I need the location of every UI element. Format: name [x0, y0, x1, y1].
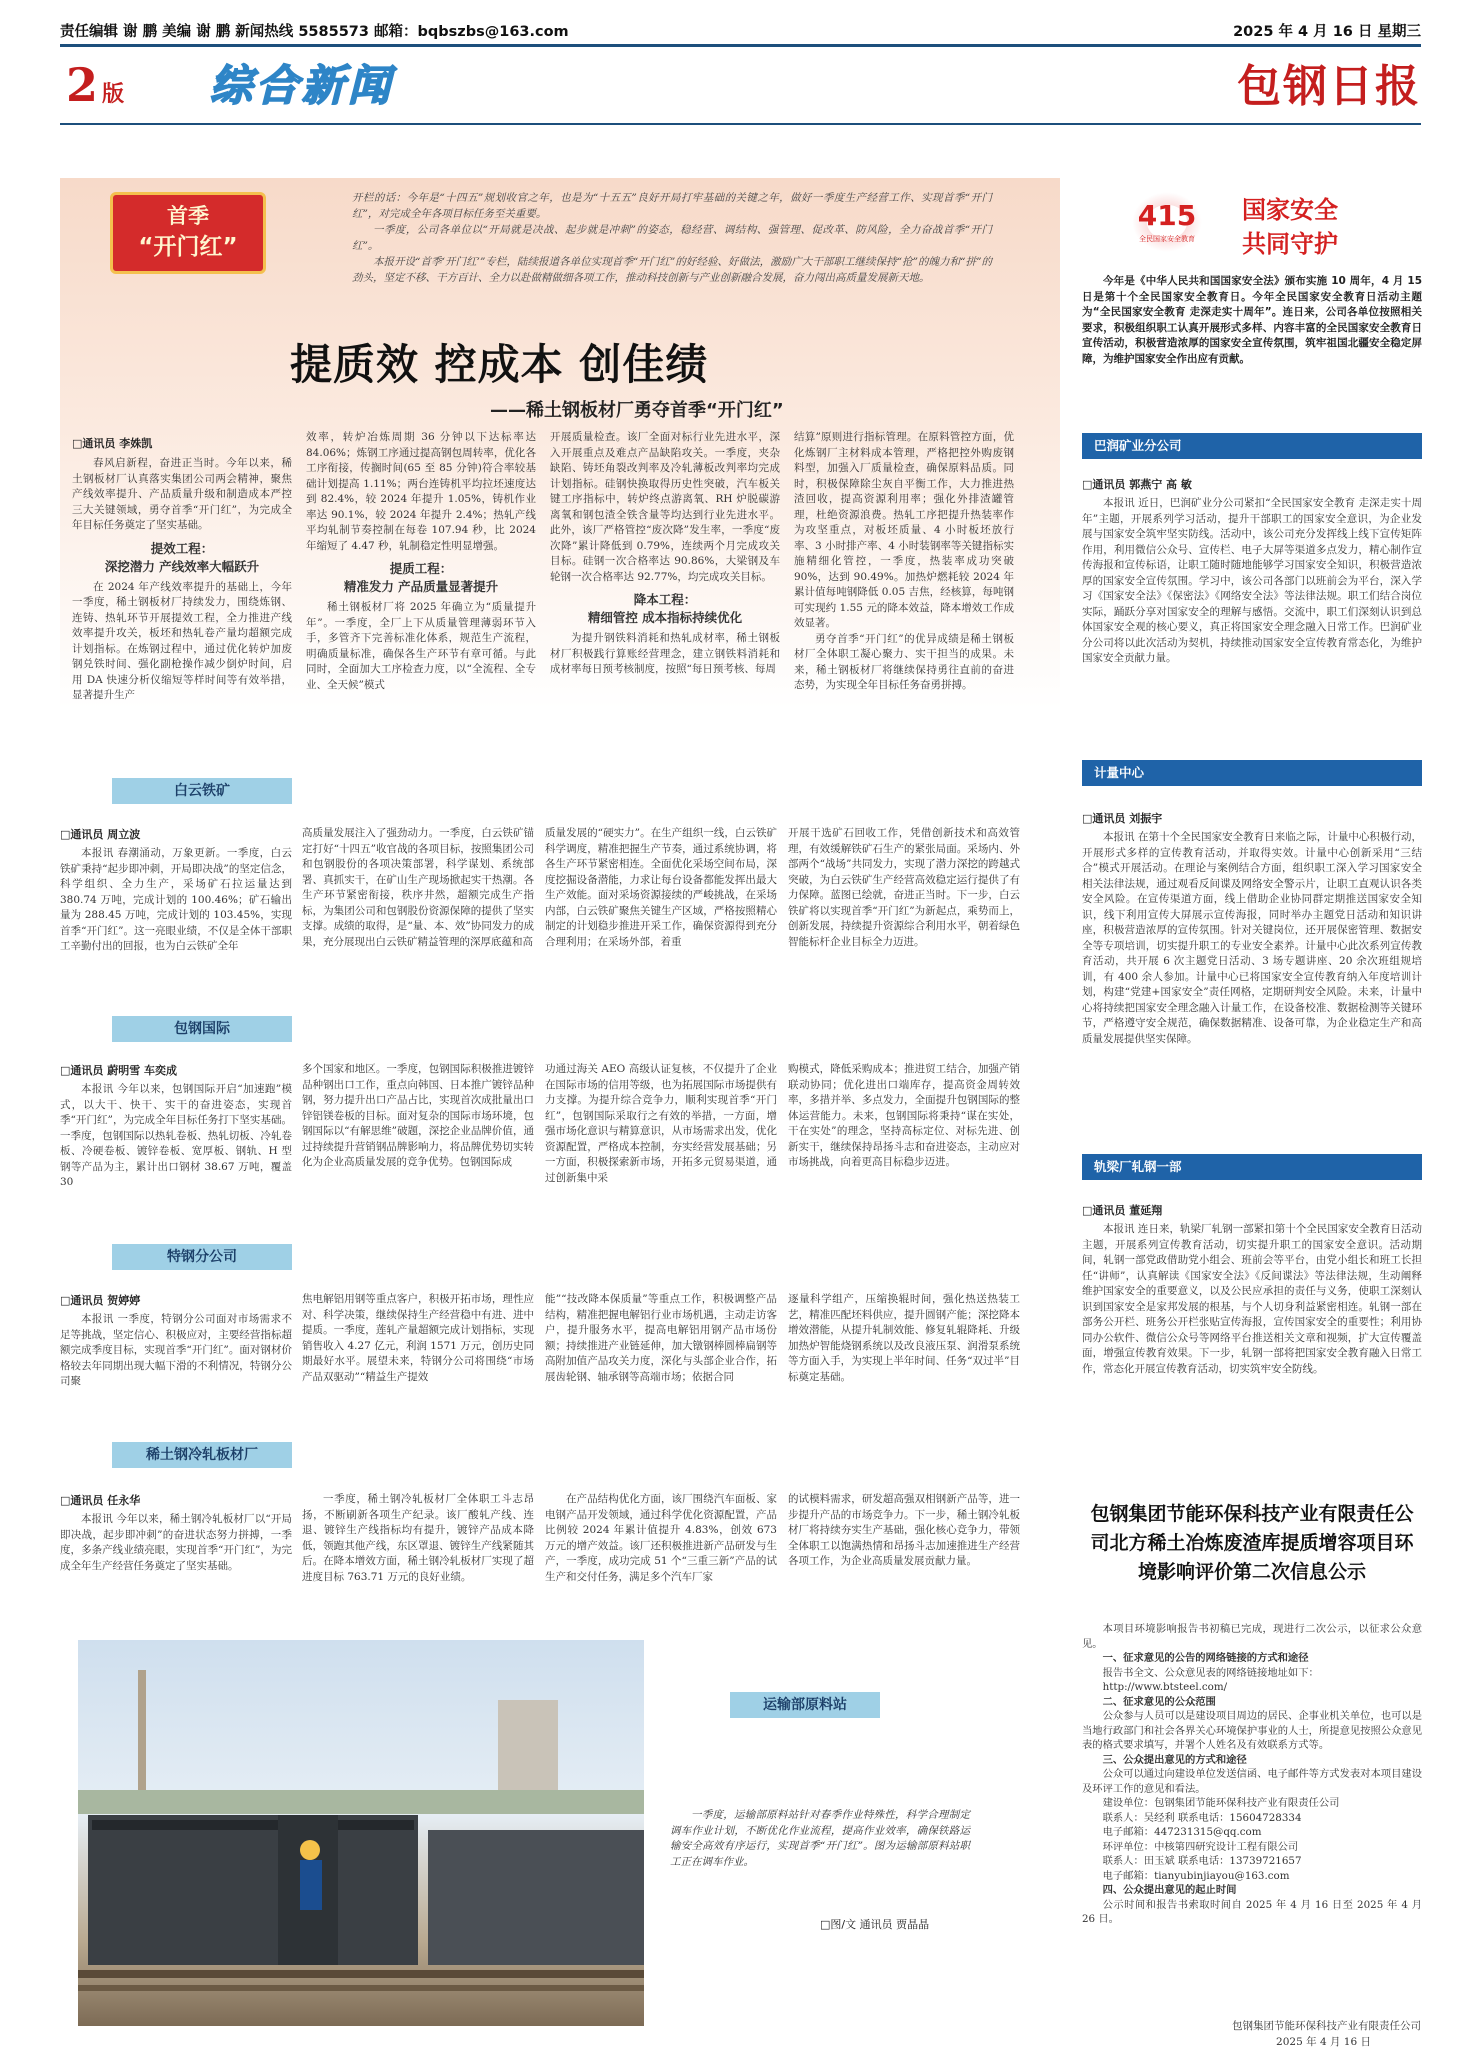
- intro-p3: 本报开设“首季‘开门红’”专栏，陆续报道各单位实现首季“开门红”的好经验、好做法，激励广大干部职工继续保持“抢”的魄力和“拼”的劲头，坚定不移、干方百计、全力以赴做精做细各项工作，推动科技创新与产业创新融合发展，奋力闯出高质量发展新天地。: [352, 256, 992, 284]
- banner-line-1: 国家安全: [1242, 196, 1338, 224]
- sec2-col-4: 购模式，降低采购成本；推进贸工结合，加强产销联动协同；优化进出口端库存，提高资金周转效率，多措并举、多点发力，全面提升包钢国际的整体运营能力。未来，包钢国际将秉持“谋在实处，干在实处”的理念，坚持高标定位、对标先进、创新实干，继续保持昂扬斗志和奋进姿态，主动应对市场挑战，向着更高目标稳步迈进。: [788, 1063, 1020, 1168]
- section-tag-special-steel: [112, 1244, 292, 1270]
- lead-c2-p1: 效率，转炉冶炼周期 36 分钟以下达标率达 84.06%；炼钢工序通过提高钢包周转率，优化各工序衔接，传搁时间(65 至 85 分钟)符合率较基础计划提高 1.11%；两台连铸机平均拉坯速度达到 82.4%，较 2024 年提升 1.05%，铸机作业率达 90.1%，较 2024 年提升 2.4%；热轧产线平均轧制节奏控制在每卷 107.94 秒，比 2024 年缩短了 4.47 秒，轧制稳定性明显增强。: [306, 431, 536, 552]
- lead-col-2: [306, 430, 536, 756]
- lead-c1-p2: 在 2024 年产线效率提升的基础上，今年一季度，稀土钢板材厂持续发力，围绕炼钢、连铸、热轧环节开展提效工程，全力推进产线效率提升攻关，板坯和热轧卷产量均超额完成计划指标。在炼钢过程中，通过优化转炉加废钢兑铁时间、强化副枪操作减少倒炉时间，启用 DA 快速分析仪缩短等样时间等有效举措，显著提升生产: [72, 580, 292, 701]
- chimney: [138, 1670, 146, 1790]
- lead-c3-p2: 为提升钢铁料消耗和热轧成材率，稀土钢板材厂积极践行算账经营理念，建立钢铁料消耗和成材率每日预考核制度，按照“每日预考核、每周: [550, 632, 780, 675]
- header-info: 责任编辑 谢 鹏 美编 谢 鹏 新闻热线 5585573 邮箱：bqbszbs@163.com: [60, 24, 569, 40]
- sec4-col-1: 本报讯 今年以来，稀土钢冷轧板材厂以“开局即决战，起步即冲刺”的奋进状态努力拼搏，一季度，多条产线业绩亮眼，实现首季“开门红”，为完成全年生产经营任务奠定了坚实基础。: [60, 1513, 292, 1572]
- photo-tag: [730, 1692, 880, 1718]
- notice-contact: 环评单位：中核第四研究设计工程有限公司: [1102, 1840, 1299, 1853]
- lead-sub2: 提质工程：: [389, 561, 453, 576]
- intro-text: [352, 190, 992, 286]
- photo-caption: 一季度，运输部原料站针对春季作业特殊性，科学合理制定调车作业计划，不断优化作业流程，提高作业效率，确保铁路运输安全高效有序运行，实现首季“开门红”。图为运输部原料站职工正在调车作业。: [670, 1809, 970, 1868]
- sec2-col-2: 多个国家和地区。一季度，包钢国际积极推进镀锌品种钢出口工作，重点向韩国、日本推广镀锌品种钢，努力提升出口产品占比，实现首次成批量出口锌铝镁卷板的目标。面对复杂的国际市场环境，包钢国际以“有解思维”破题，深挖企业品牌价值，通过持续提升营销钢品牌影响力，将品牌优势切实转化为企业高质量发展的竞争优势。包钢国际成: [302, 1063, 534, 1168]
- sec1-col-2: 高质量发展注入了强劲动力。一季度，白云铁矿锚定打好“十四五”收官战的各项目标，按照集团公司和包钢股份的各项决策部署，科学谋划、系统部署、真抓实干，在矿山生产现场掀起实干热潮。各生产环节紧密衔接，秩序井然，超额完成生产指标，为集团公司和包钢股份资源保障的提供了坚实支撑。成绩的取得，是“量、本、效”协同发力的成果，充分展现出白云铁矿精益管理的深厚底蕴和高: [302, 827, 534, 948]
- tree-line: [78, 1790, 644, 1814]
- security-banner: [1082, 178, 1422, 266]
- section-byline: □通讯员 蔚明雪 车奕成: [60, 1064, 178, 1077]
- lead-c4-p1: 结算”原则进行指标管理。在原料管控方面，优化炼钢厂主材料成本管理，严格把控外购废钢料型，加强入厂质量检查，确保原料品质。同时，积极保障除尘灰自平衡工作，大力推进热渣回收，提高资源利用率；强化外排渣罐管理，杜绝资源浪费。热轧工序把提升热装率作为攻坚重点，对板坯质量、4 小时板坯放行率、3 小时排产率、4 小时装钢率等关键指标实施精细化管控，一季度，热装率成功突破 90%，达到 90.49%。加热炉燃耗较 2024 年累计值每吨钢降低 0.05 吉焦，经核算，每吨钢可实现约 1.55 元的降本效益，降本增效工作成效显著。: [794, 431, 1014, 629]
- unit-byline: □通讯员 刘振宇: [1082, 812, 1163, 825]
- lead-sub1b: 深挖潜力 产线效率大幅跃升: [104, 558, 260, 574]
- notice-h4: 四、公众提出意见的起止时间: [1102, 1884, 1237, 1896]
- lead-col-4: [794, 430, 1014, 756]
- notice-p3: 公众可以通过向建设单位发送信函、电子邮件等方式发表对本项目建设及环评工作的意见和看法。: [1082, 1768, 1422, 1795]
- factory-building: [498, 1700, 558, 1790]
- sec4-col-4: 的试模料需求，研发超高强双相钢新产品等，进一步提升产品的市场竞争力。下一步，稀土钢冷轧板材厂将持续夯实生产基础，强化核心竞争力，带领全体职工以饱满热情和昂扬斗志加速推进生产经营各项工作，为企业高质量发展贡献力量。: [788, 1493, 1020, 1567]
- sec2-col-1: 本报讯 今年以来，包钢国际开启“加速跑”模式，以大干、快干、实干的奋进姿态，实现首季“开门红”，为完成全年目标任务打下坚实基础。一季度，包钢国际以热轧卷板、热轧切板、冷轧卷板、冷硬卷板、镀锌卷板、宽厚板、钢轨、H 型钢等产品为主，累计出口钢材 38.67 万吨，覆盖 30: [60, 1083, 292, 1188]
- lead-byline: □通讯员 李姝凯: [72, 437, 153, 450]
- notice-p4: 公示时间和报告书索取时间自 2025 年 4 月 16 日至 2025 年 4 月 26 日。: [1082, 1898, 1422, 1925]
- unit-tag-metering: 计量中心: [1082, 760, 1422, 786]
- lead-sub2b: 精准发力 产品质量显著提升: [343, 579, 499, 594]
- lead-c2-p2: 稀土钢板材厂将 2025 年确立为“质量提升年”。一季度，全厂上下从质量管理薄弱环节入手，多管齐下完善标准化体系，规范生产流程，明确质量标准，确保各生产环节有章可循。与此同时，全面加大工序检查力度，以“全流程、全专业、全天候”模式: [306, 601, 536, 691]
- rail-photo: [78, 1640, 644, 2026]
- sec1-col-1: 本报讯 春潮涌动，万象更新。一季度，白云铁矿秉持“起步即冲刺，开局即决战”的坚定信念，科学组织、全力生产，采场矿石拉运量达到 380.74 万吨，完成计划的 100.46%；矿石输出量为 288.45 万吨，完成计划的 103.45%，实现首季“开门红”。这一亮眼业绩，不仅是全体干部职工辛勤付出的回报，也为白云铁矿全年: [60, 847, 292, 952]
- badge-bottom: “开门红”: [138, 234, 238, 260]
- masthead-logo: 包钢日报: [1237, 61, 1421, 112]
- unit-text-rail-beam: 本报讯 连日来，轨梁厂轧钢一部紧扣第十个全民国家安全教育日活动主题，开展系列宣传教育活动，切实提升职工的国家安全意识。活动期间，轧钢一部党政借助党小组会、班前会等平台，由党小组长和班工长担任“讲师”，认真解读《国家安全法》《反间谍法》等法律法规，生动阐释维护国家安全的重要意义，以及公民应承担的责任与义务，使职工深刻认识到国家安全是家邦发展的根基，与个人切身利益紧密相连。轧钢一部在部务公开栏、班务公开栏张贴宣传海报，宣传国家安全的重要性；利用协同办公软件、微信公众号等网络平台推送相关文章和视频，扩大宣传覆盖面，增强宣传教育效果。下一步，轧钢一部将把国家安全教育融入日常工作，常态化开展宣传教育活动，切实筑牢安全防线。: [1082, 1223, 1422, 1375]
- banner-line-2: 共同守护: [1242, 230, 1338, 258]
- intro-p1: 开栏的话：今年是“十四五”规划收官之年，也是为“十五五”良好开局打牢基础的关键之年，做好一季度生产经营工作、实现首季“开门红”，对完成全年各项目标任务至关重要。: [352, 192, 992, 220]
- notice-signature: 包钢集团节能环保科技产业有限责任公司: [1232, 2020, 1421, 2032]
- header-rule: [60, 44, 1421, 47]
- section-tag-cold-rolling: [112, 1442, 292, 1468]
- logo-415: [1132, 192, 1202, 252]
- sec3-col-2: 焦电解铝用钢等重点客户，积极开拓市场，理性应对、科学决策，继续保持生产经营稳中有进、进中提质。一季度，莲轧产量超额完成计划指标，实现销售收入 4.27 亿元，利润 1571 万元，创历史同期最好水平。展望未来，特钢分公司将围绕“市场产品双驱动”“精益生产提效: [302, 1293, 534, 1383]
- notice-p2: 公众参与人员可以是建设项目周边的居民、企事业机关单位，也可以是当地行政部门和社会各界关心环境保护事业的人士，所提意见按照公众意见表的格式要求填写，并署个人姓名及有效联系方式等。: [1082, 1710, 1422, 1751]
- unit-byline: □通讯员 董延翔: [1082, 1204, 1163, 1217]
- rail-track: [78, 1970, 644, 1978]
- notice-intro: 本项目环境影响报告书初稿已完成，现进行二次公示，以征求公众意见。: [1082, 1623, 1422, 1650]
- badge-top: 首季: [167, 204, 209, 228]
- unit-text-barun: 本报讯 近日，巴润矿业分公司紧扣“全民国家安全教育 走深走实十周年”主题，开展系列学习活动，提升干部职工的国家安全意识，为企业发展与国家安全筑牢坚实防线。活动中，该公司充分发挥线上线下宣传矩阵作用，利用微信公众号、宣传栏、电子大屏等渠道多点发力，精心制作宣传海报和宣传标语，让职工随时随地能够学习国家安全知识，积极营造浓厚的国家安全宣传氛围。学习中，该公司各部门以班前会为平台，深入学习《国家安全法》《保密法》《网络安全法》等法律法规。职工们结合岗位实际，踊跃分享对国家安全的理解与感悟。交流中，职工们深刻认识到总体国家安全观的核心要义，真正将国家安全理念融入日常工作。巴润矿业分公司将以此次活动为契机，持续推动国家安全宣传教育常态化，为维护国家安全贡献力量。: [1082, 497, 1422, 664]
- notice-contact: 建设单位：包钢集团节能环保科技产业有限责任公司: [1102, 1797, 1340, 1809]
- sec2-col-3: 功通过海关 AEO 高级认证复核，不仅提升了企业在国际市场的信用等级，也为拓展国际市场提供有力支撑。为提升综合竞争力，顺利实现首季“开门红”，包钢国际采取行之有效的举措，一方面，增强市场化意识与精算意识，从市场需求出发，优化资源配置，严格成本控制，夯实经营发展基础；另一方面，积极探索新市场，开拓多元贸易渠道，通过创新集中采: [545, 1063, 777, 1184]
- issue-date: 2025 年 4 月 16 日 星期三: [1233, 24, 1421, 40]
- page-number-digit: 2: [66, 58, 99, 112]
- sec3-col-1: 本报讯 一季度，特钢分公司面对市场需求不足等挑战，坚定信心、积极应对，主要经营指标超额完成季度目标，实现首季“开门红”。面对钢材价格较去年同期出现大幅下滑的不利情况，特钢分公司聚: [60, 1313, 292, 1387]
- section-tag-label: 特钢分公司: [167, 1249, 237, 1265]
- headline: 提质效 控成本 创佳绩: [290, 340, 709, 389]
- intro-p2: 一季度，公司各单位以“开局就是决战、起步就是冲刺”的姿态，稳经营、调结构、强管理、促改革、防风险，全力奋战首季“开门红”。: [352, 224, 992, 252]
- rail-wagon-2: [428, 1830, 644, 1965]
- sec3-col-3: 能”“技改降本保质量”等重点工作，积极调整产品结构，精准把握电解铝行业市场机遇，主动走访客户，提升服务水平，提高电解铝用钢产品市场份额；持续推进产业链延伸，加大镦钢棒圆棒扁钢等高附加值产品攻关力度，深化与头部企业合作，拓展齿轮钢、轴承钢等高端市场；依据合同: [545, 1293, 777, 1383]
- notice-body: [1082, 1622, 1422, 2037]
- lead-sub3b: 精细管控 成本指标持续优化: [587, 610, 743, 625]
- column-badge: [110, 192, 266, 274]
- photo-credit: □图/文 通讯员 贾晶晶: [820, 1918, 930, 1931]
- unit-tag-barun: 巴润矿业分公司: [1082, 433, 1422, 459]
- section-byline: □通讯员 周立波: [60, 828, 141, 841]
- lead-col-1: [72, 456, 292, 756]
- section-byline: □通讯员 任永华: [60, 1494, 141, 1507]
- security-intro: 今年是《中华人民共和国国家安全法》颁布实施 10 周年，4 月 15 日是第十个全民国家安全教育日。今年全民国家安全教育日活动主题为“全民国家安全教育 走深走实十周年”。连日来，公司各单位按照相关要求，积极组织职工认真开展形式多样、内容丰富的全民国家安全教育日宣传活动，积极营造浓厚的国家安全宣传氛围，筑牢祖国北疆安全稳定屏障，为维护国家安全作出应有贡献。: [1082, 275, 1422, 365]
- page-number-unit: 版: [102, 81, 125, 107]
- notice-p1: 报告书全文、公众意见表的网络链接地址如下：: [1102, 1666, 1319, 1679]
- unit-byline: □通讯员 郭燕宁 高 敏: [1082, 478, 1192, 491]
- sec3-col-4: 逐量科学组产，压缩换辊时间，强化热送热装工艺，精准匹配坯料供应，提升圆钢产能；深挖降本增效潜能，从提升轧制效能、修复轧辊降耗、升级加热炉智能烧钢系统以及改良液压泵、润滑泵系统等方面入手，为实现上半年时间、任务“双过半”目标奠定基础。: [788, 1293, 1020, 1383]
- lead-c1-p1: 春风启新程，奋进正当时。今年以来，稀土钢板材厂认真落实集团公司两会精神，聚焦产线效率提升、产品质量升级和制造成本严控三大关键领域，勇夺首季“开门红”，为完成全年目标任务奠定了坚实基础。: [72, 457, 292, 531]
- rail-wagon-1: [88, 1815, 418, 1965]
- notice-email: 电子邮箱：tianyubinjiayou@163.com: [1102, 1869, 1290, 1882]
- worker-helmet: [300, 1840, 320, 1860]
- rail-track-2: [78, 1985, 644, 1991]
- section-byline: □通讯员 贺婷婷: [60, 1294, 141, 1307]
- page-number: [66, 58, 124, 121]
- sec1-col-4: 开展干选矿石回收工作，凭借创新技术和高效管理，有效缓解铁矿石生产的紧张局面。采场内、外部两个“战场”共同发力，实现了潜力深挖的跨越式突破，为白云铁矿生产经营高效稳定运行提供了有力保障。蓝图已绘就，奋进正当时。下一步，白云铁矿将以实现首季“开门红”为新起点，乘势而上，创新发展，持续提升资源综合利用水平，朝着绿色智能标杆企业目标全力迈进。: [788, 827, 1020, 948]
- rail-photo-illustration: [78, 1640, 644, 2026]
- section-tag-baiyun: [112, 778, 292, 804]
- logo-number: 415: [1137, 199, 1197, 232]
- notice-h2: 二、征求意见的公众范围: [1102, 1695, 1216, 1708]
- sub-headline: ——稀土钢板材厂勇夺首季“开门红”: [490, 400, 784, 421]
- notice-link[interactable]: http://www.btsteel.com/: [1102, 1681, 1228, 1693]
- unit-text-metering: 本报讯 在第十个全民国家安全教育日来临之际，计量中心积极行动，开展形式多样的宣传教育活动，并取得实效。计量中心创新采用“三结合”模式开展活动。在理论与案例结合方面，组织职工深入学习国家安全相关法律法规，通过观看反间谍及网络安全警示片，让职工直观认识各类安全风险。在宣传渠道方面，线上借助企业协同群定期推送国家安全知识，线下利用宣传大屏展示宣传海报，同时举办主题党日活动和知识讲座，积极营造浓厚的宣传氛围。针对关键岗位，还开展保密管理、数据安全等专项培训，切实提升职工的专业安全素养。计量中心此次系列宣传教育活动，共开展 6 次主题党日活动、3 场专题讲座、20 余次班组规培训，有 400 余人参加。计量中心已将国家安全宣传教育纳入年度培训计划，构建“党建+国家安全”责任网格，定期研判安全风险。未来，计量中心将持续把国家安全理念融入计量工作，在设备校准、数据检测等关键环节，严格遵守安全规范，确保数据精准、设备可靠，为企业稳定生产和高质量发展提供坚实保障。: [1082, 831, 1422, 1045]
- sec4-col-3: 在产品结构优化方面，该厂围绕汽车面板、家电钢产品开发领域，通过科学优化资源配置，产品比例较 2024 年累计值提升 4.83%，创效 673 万元的增产效益。该厂还积极推进新产品研发与生产，一季度，成功完成 51 个“三重三新”产品的试生产和交付任务，满足多个汽车厂家: [545, 1493, 777, 1583]
- notice-contact: 联系人：田玉斌 联系电话：13739721657: [1102, 1855, 1302, 1867]
- worker-body: [300, 1860, 322, 1910]
- sec1-col-3: 质量发展的“硬实力”。在生产组织一线，白云铁矿科学调度，精准把握生产节奏，通过系统协调，将各生产环节紧密相连。全面优化采场空间布局，深度挖掘设备潜能，力求让每台设备都能发挥出最大生产效能。面对采场资源接续的严峻挑战，在采场内部，白云铁矿聚焦关键生产区域，严格按照精心制定的计划稳步推进开采工作，确保资源得到充分合理利用；在采场外部，着重: [545, 827, 777, 948]
- lead-c3-p1: 开展质量检查。该厂全面对标行业先进水平，深入开展重点及难点产品缺陷攻关。一季度，夹杂缺陷、铸坯角裂改判率及冷轧薄板改判率均完成计划指标。硅钢快换取得历史性突破，汽车板关键工序指标中，转炉终点游离氧、RH 炉脱碳游离氧和钢包渣全铁含量等均达到行业先进水平。此外，该厂严格管控“废次降”发生率，一季度“废次降”累计降低到 0.79%，连续两个月完成攻关目标。硅钢一次合格率达 90.86%，大梁钢及车轮钢一次合格率达 92.77%，均完成攻关目标。: [550, 431, 780, 583]
- wagon-rim: [92, 1820, 414, 1830]
- header-bottom-rule: [60, 123, 1421, 125]
- lead-c4-p2: 勇夺首季“开门红”的优异成绩是稀土钢板材厂全体职工凝心聚力、实干担当的成果。未来，稀土钢板材厂将继续保持勇往直前的奋进态势，为实现全年目标任务奋勇拼搏。: [794, 632, 1014, 691]
- logo-subtext: 全民国家安全教育: [1139, 235, 1195, 243]
- notice-title: 包钢集团节能环保科技产业有限责任公司北方稀土冶炼废渣库提质增容项目环境影响评价第二次信息公示: [1090, 1503, 1414, 1583]
- notice-email: 电子邮箱：447231315@qq.com: [1102, 1826, 1262, 1838]
- section-tag-label: 稀土钢冷轧板材厂: [146, 1447, 258, 1463]
- lead-sub1: 提效工程：: [150, 540, 214, 556]
- section-tag-label: 白云铁矿: [174, 783, 230, 799]
- section-tag-international: [112, 1016, 292, 1042]
- lead-col-3: [550, 430, 780, 756]
- sec4-col-2: 一季度，稀土钢冷轧板材厂全体职工斗志昂扬，不断刷新各项生产纪录。该厂酸轧产线、连退、镀锌生产线指标均有提升，镀锌产品成本降低，领跑其他产线，东区罩退、镀锌生产线紧随其后。在降本增效方面，稀土钢冷轧板材厂实现了超进度目标 763.71 万元的良好业绩。: [302, 1493, 534, 1583]
- notice-h3: 三、公众提出意见的方式和途径: [1102, 1753, 1247, 1766]
- section-tag-label: 包钢国际: [174, 1021, 230, 1037]
- notice-contact: 联系人：吴经利 联系电话：15604728334: [1102, 1811, 1302, 1824]
- section-title: 综合新闻: [210, 61, 395, 110]
- unit-tag-rail-beam: 轨梁厂轧钢一部: [1082, 1154, 1422, 1180]
- lead-sub3: 降本工程：: [633, 592, 697, 607]
- photo-tag-label: 运输部原料站: [763, 1697, 847, 1713]
- notice-h1: 一、征求意见的公告的网络链接的方式和途径: [1102, 1652, 1309, 1664]
- notice-date: 2025 年 4 月 16 日: [1276, 2036, 1371, 2048]
